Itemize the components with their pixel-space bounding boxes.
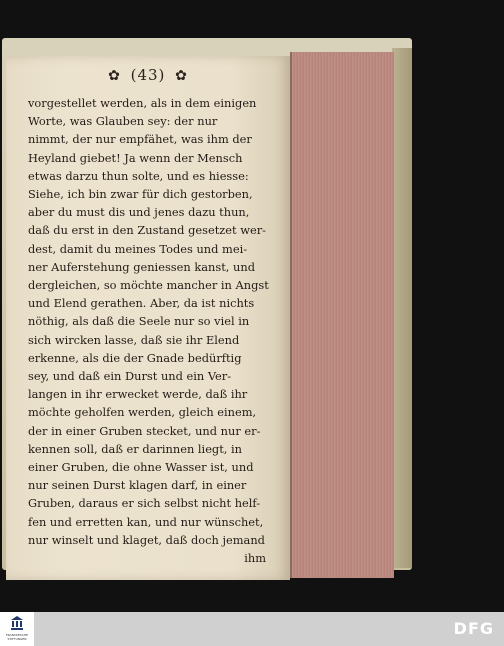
text-line: dest, damit du meines Todes und mei- — [28, 241, 248, 256]
text-line: nöthig, als daß die Seele nur so viel in — [28, 314, 250, 329]
text-line: nimmt, der nur empfähet, was ihm der — [28, 132, 252, 147]
flower-ornament-icon: ✿ — [108, 68, 121, 84]
text-line: fen und erretten kan, und nur wünschet, — [28, 514, 264, 529]
page-header — [6, 66, 290, 84]
page-number: (43) — [130, 66, 166, 84]
text-line: der in einer Gruben stecket, und nur er- — [28, 423, 261, 438]
text-line: erkenne, als die der Gnade bedürftig — [28, 350, 242, 365]
text-line: langen in ihr erwecket werde, daß ihr — [28, 387, 248, 402]
text-line: etwas darzu thun solte, und es hiesse: — [28, 168, 249, 183]
dfg-logo[interactable]: DFG — [453, 619, 494, 638]
text-line: Siehe, ich bin zwar für dich gestorben, — [28, 187, 253, 202]
page-body-text — [28, 94, 270, 567]
text-line: kennen soll, daß er darinnen liegt, in — [28, 441, 243, 456]
book-page — [6, 56, 290, 580]
text-line: sey, und daß ein Durst und ein Ver- — [28, 369, 232, 384]
text-line: nur seinen Durst klagen darf, in einer — [28, 478, 247, 493]
text-line: sich wircken lasse, daß sie ihr Elend — [28, 332, 240, 347]
text-line: aber du must dis und jenes dazu thun, — [28, 205, 250, 220]
text-line: möchte geholfen werden, gleich einem, — [28, 405, 257, 420]
text-line: und Elend gerathen. Aber, da ist nichts — [28, 296, 255, 311]
institution-logo[interactable] — [0, 612, 34, 646]
logo-text: FRANCKESCHE STIFTUNGEN — [5, 633, 29, 641]
text-line: Heyland giebet! Ja wenn der Mensch — [28, 150, 243, 165]
text-line: einer Gruben, die ohne Wasser ist, und — [28, 460, 254, 475]
text-line: Gruben, daraus er sich selbst nicht helf- — [28, 496, 261, 511]
viewer-footer — [0, 612, 504, 646]
text-line: dergleichen, so möchte mancher in Angst — [28, 278, 269, 293]
text-line: ner Auferstehung geniessen kanst, und — [28, 259, 255, 274]
catchword: ihm — [244, 551, 266, 566]
page-edges — [290, 52, 394, 578]
text-line: vorgestellet werden, als in dem einigen — [28, 96, 257, 110]
flower-ornament-icon: ✿ — [175, 68, 188, 84]
cover-edge — [392, 48, 412, 568]
building-icon — [11, 616, 23, 630]
text-line: daß du erst in den Zustand gesetzet wer- — [28, 223, 267, 238]
text-line: nur winselt und klaget, daß doch jemand — [28, 532, 265, 547]
text-line: Worte, was Glauben sey: der nur — [28, 114, 218, 129]
